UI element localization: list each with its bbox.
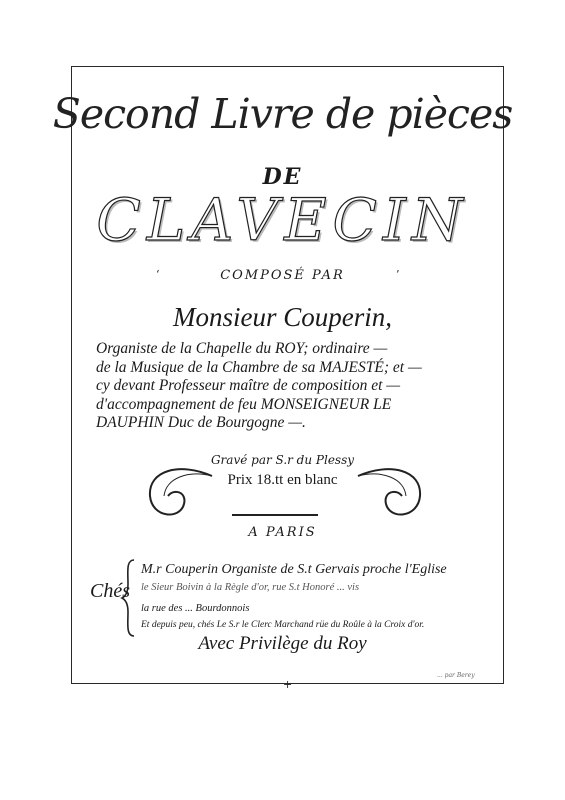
de-line: DE (262, 164, 303, 190)
engraver-note: ... par Berey (437, 672, 475, 679)
description-line: de la Musique de la Chambre de sa MAJESTÉ; et — (96, 358, 422, 376)
ches-label: Chés (90, 580, 130, 602)
address-line: le Sieur Boivin à la Règle d'or, rue S.t Honoré ... vis (141, 582, 360, 593)
address-line: la rue des ... Bourdonnois (141, 603, 250, 614)
price-label: Prix 18.tt en blanc (227, 472, 338, 488)
engraver-credit: Gravé par S.r du Plessy (210, 453, 355, 467)
ornament-tick: ’ (396, 268, 400, 281)
registration-mark-icon: + (283, 678, 293, 691)
author-description (96, 340, 496, 433)
compose-line: COMPOSÉ PAR (220, 268, 345, 283)
address-line: Et depuis peu, chés Le S.r le Clerc Marchand rüe du Roûle à la Croix d'or. (141, 620, 425, 630)
privilege-line: Avec Privilège du Roy (198, 633, 367, 654)
author-name: Monsieur Couperin, (173, 302, 392, 332)
address-line: M.r Couperin Organiste de S.t Gervais proche l'Eglise (141, 562, 447, 577)
description-line: DAUPHIN Duc de Bourgogne —. (96, 414, 306, 431)
divider-rule (232, 514, 318, 516)
instrument-title: CLAVECIN (96, 186, 469, 254)
description-line: Organiste de la Chapelle du ROY; ordinaire — (96, 340, 388, 357)
place-of-publication: A PARIS (248, 525, 317, 540)
description-line: d'accompagnement de feu MONSEIGNEUR LE (96, 395, 392, 413)
ornament-tick: ‘ (156, 268, 160, 281)
book-title: Second Livre de pièces (52, 90, 513, 138)
description-line: cy devant Professeur maître de composition et — (96, 377, 401, 394)
